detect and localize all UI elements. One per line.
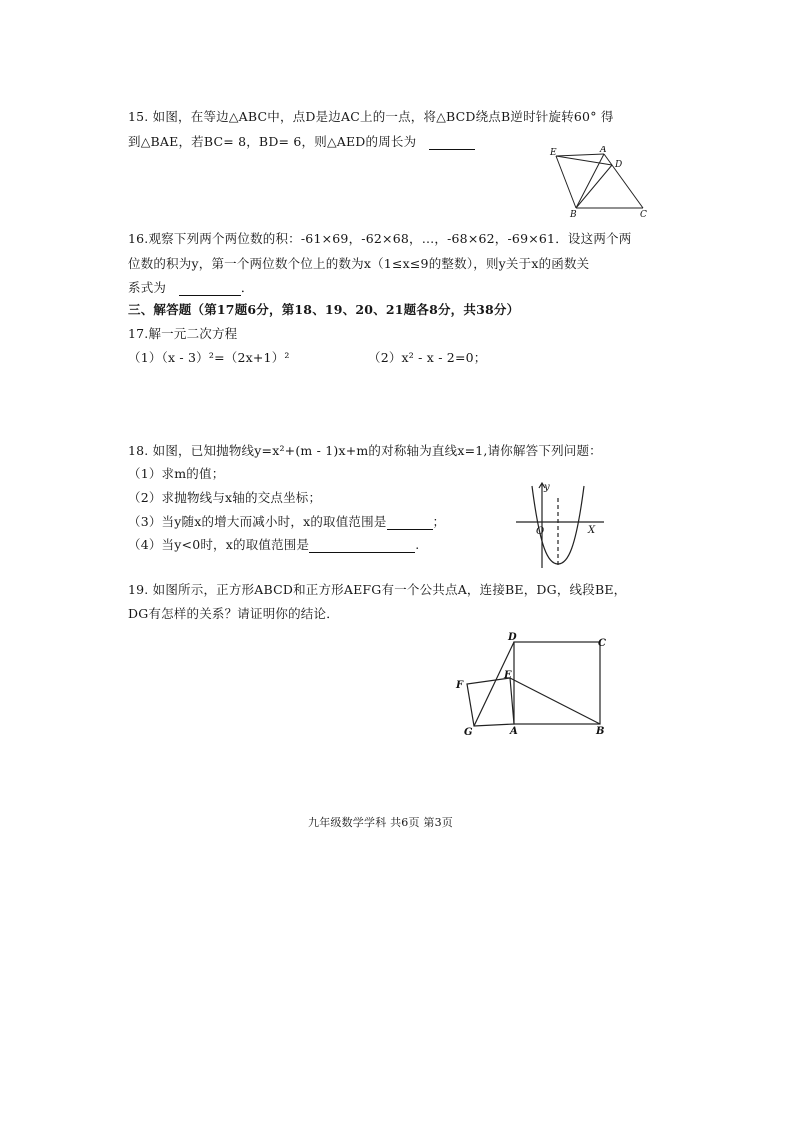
q19-square-AEFG [467, 678, 514, 726]
q15-seg-ED [556, 156, 612, 165]
q19-label-G: G [464, 727, 473, 738]
q19-line1: 19. 如图所示，正方形ABCD和正方形AEFG有一个公共点A，连接BE，DG，线段BE， [128, 582, 627, 597]
q15-figure [548, 146, 652, 218]
q19-square-ABCD [514, 642, 600, 724]
q15-line2 [128, 134, 475, 150]
q18-part2: （2）求抛物线与x轴的交点坐标； [128, 490, 322, 505]
q18-part4-text: （4）当y<0时，x的取值范围是 [128, 537, 310, 552]
q17-title: 17.解一元二次方程 [128, 326, 238, 341]
q17-part2: （2）x² - x - 2=0； [368, 350, 487, 365]
q16-line3-text: 系式为 [128, 280, 167, 295]
q18-part4-end: . [415, 537, 420, 552]
q16-answer-blank [179, 283, 241, 296]
q18-label-O: O [536, 526, 545, 537]
q16-line1: 16.观察下列两个两位数的积：-61×69，-62×68，…，-68×62，-69×61．设这两个两 [128, 231, 632, 246]
q15-seg-EA [556, 154, 604, 156]
q19-label-F: F [456, 680, 464, 691]
q19-label-A: A [510, 726, 518, 737]
q18-part4 [128, 537, 419, 553]
q17-part1: （1）（x - 3）²=（2x+1）² [128, 350, 290, 365]
q15-seg-AB [576, 154, 604, 208]
q19-label-D: D [508, 632, 517, 643]
q18-part3-blank [387, 517, 433, 530]
q16-line2: 位数的积为y，第一个两位数个位上的数为x（1≤x≤9的整数），则y关于x的函数关 [128, 256, 590, 271]
q15-seg-EB [556, 156, 576, 208]
q18-parabola-curve [532, 486, 584, 564]
page-footer: 九年级数学学科 共6页 第3页 [308, 816, 453, 829]
q15-label-A: A [600, 146, 607, 155]
q18-intro: 18. 如图，已知抛物线y=x²+(m - 1)x+m的对称轴为直线x=1,请你解答下列问题： [128, 443, 602, 458]
q18-part4-blank [309, 540, 415, 553]
q18-part3-text: （3）当y随x的增大而减小时，x的取值范围是 [128, 514, 387, 529]
q18-label-y: y [544, 482, 550, 493]
q19-label-E: E [504, 670, 512, 681]
q15-line1: 15. 如图，在等边△ABC中，点D是边AC上的一点，将△BCD绕点B逆时针旋转60° 得 [128, 109, 614, 124]
q18-part3 [128, 514, 445, 530]
q18-part1: （1）求m的值； [128, 466, 225, 481]
section-3-heading: 三、解答题（第17题6分，第18、19、20、21题各8分，共38分） [128, 302, 520, 317]
q15-seg-BD [576, 165, 612, 208]
q15-label-C: C [640, 210, 647, 218]
q19-line2: DG有怎样的关系？请证明你的结论． [128, 606, 339, 621]
q15-label-D: D [615, 160, 623, 170]
q19-seg-BE [510, 678, 600, 724]
q18-part3-end: ； [432, 514, 446, 529]
q19-seg-DG [474, 642, 514, 726]
q15-answer-blank [429, 137, 475, 150]
q18-label-X: X [588, 525, 596, 536]
q19-label-B: B [596, 726, 605, 737]
q15-label-E: E [550, 148, 557, 158]
q15-label-B: B [570, 210, 577, 218]
q15-line2-text: 到△BAE，若BC= 8，BD= 6，则△AED的周长为 [128, 134, 417, 149]
q16-line3: 系式为 ． [128, 280, 254, 295]
q19-label-C: C [598, 638, 606, 649]
q19-squares-figure [450, 628, 610, 738]
q15-seg-AC [604, 154, 643, 208]
q18-parabola-figure [512, 478, 608, 572]
